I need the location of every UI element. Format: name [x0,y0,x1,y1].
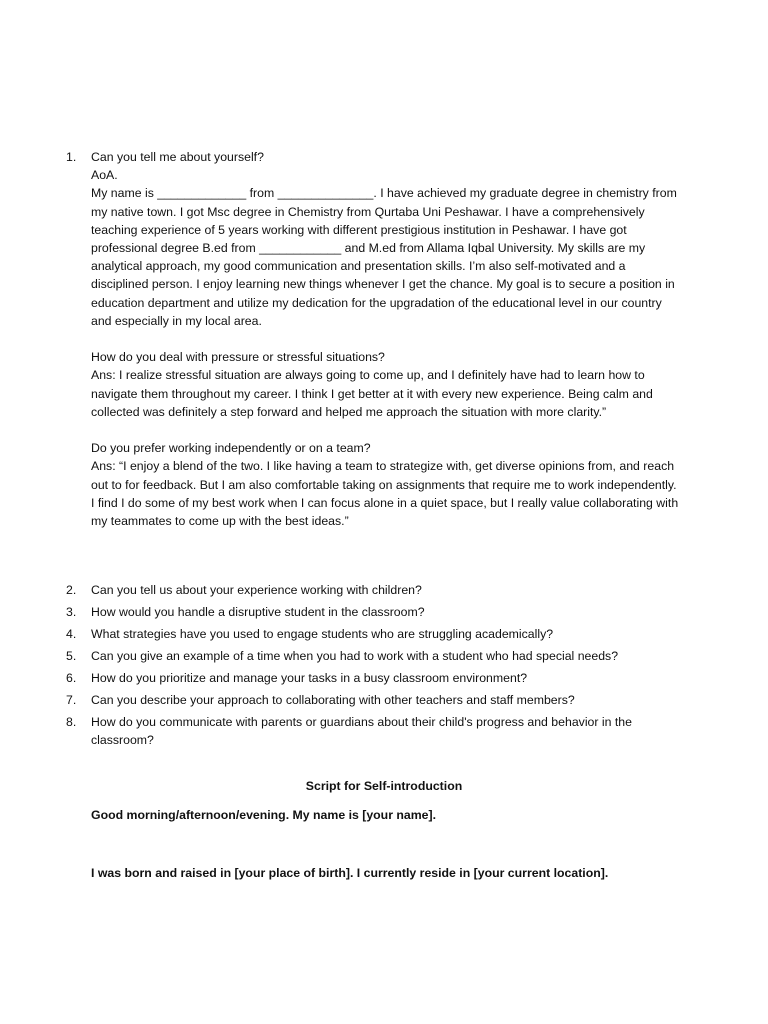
question-4-text: What strategies have you used to engage students who are struggling academically? [91,627,554,641]
script-title: Script for Self-introduction [305,779,463,793]
question-1-block [91,148,681,530]
list-number: 4. [66,627,77,641]
list-number: 6. [66,671,77,685]
question-2-text: Can you tell us about your experience working with children? [91,583,422,597]
question-5-text: Can you give an example of a time when you had to work with a student who had special needs? [91,649,619,663]
question-3-text: How would you handle a disruptive student in the classroom? [91,605,425,619]
question-8-text: How do you communicate with parents or guardians about their child's progress and behavior in the classroom? [91,715,632,748]
question-7-text: Can you describe your approach to collaborating with other teachers and staff members? [91,693,575,707]
question-1-text: Can you tell me about yourself? [91,150,264,164]
team-answer: Ans: “I enjoy a blend of the two. I like having a team to strategize with, get diverse opinions from, and reach out to for feedback. But I am also comfortable taking on assignments that require me to work independently. I find I do some of my best work when I can focus alone in a quiet space, but I really value collaborating with my teammates to come up with the best ideas.” [91,459,679,529]
list-number: 1. [66,150,77,164]
script-line-greeting: Good morning/afternoon/evening. My name is [your name]. [91,808,437,822]
list-number: 5. [66,649,77,663]
pressure-answer: Ans: I realize stressful situation are always going to come up, and I definitely have had to learn how to navigate them throughout my career. I think I get better at it with every new experience. Being calm and collected was definitely a step forward and helped me approach the situation with more clarity.” [91,368,653,419]
list-number: 7. [66,693,77,707]
pressure-question: How do you deal with pressure or stressful situations? [91,350,385,365]
list-number: 8. [66,715,77,729]
list-number: 2. [66,583,77,597]
question-6-text: How do you prioritize and manage your tasks in a busy classroom environment? [91,671,528,685]
script-line-birthplace: I was born and raised in [your place of birth]. I currently reside in [your current location]. [91,866,609,880]
self-intro-answer: My name is _____________ from ______________. I have achieved my graduate degree in chemistry from my native town. I got Msc degree in Chemistry from Qurtaba Uni Peshawar. I have a comprehensively teaching experience of 5 years working with different prestigious institution in Peshawar. I have got professional degree B.ed from ____________ and M.ed from Allama Iqbal University. My skills are my analytical approach, my good communication and presentation skills. I’m also self-motivated and a disciplined person. I enjoy learning new things whenever I get the chance. My goal is to secure a position in education department and utilize my dedication for the upgradation of the educational level in our country and especially in my local area. [91,186,677,328]
greeting-text: AoA. [91,168,118,183]
team-question: Do you prefer working independently or on a team? [91,441,371,456]
list-number: 3. [66,605,77,619]
